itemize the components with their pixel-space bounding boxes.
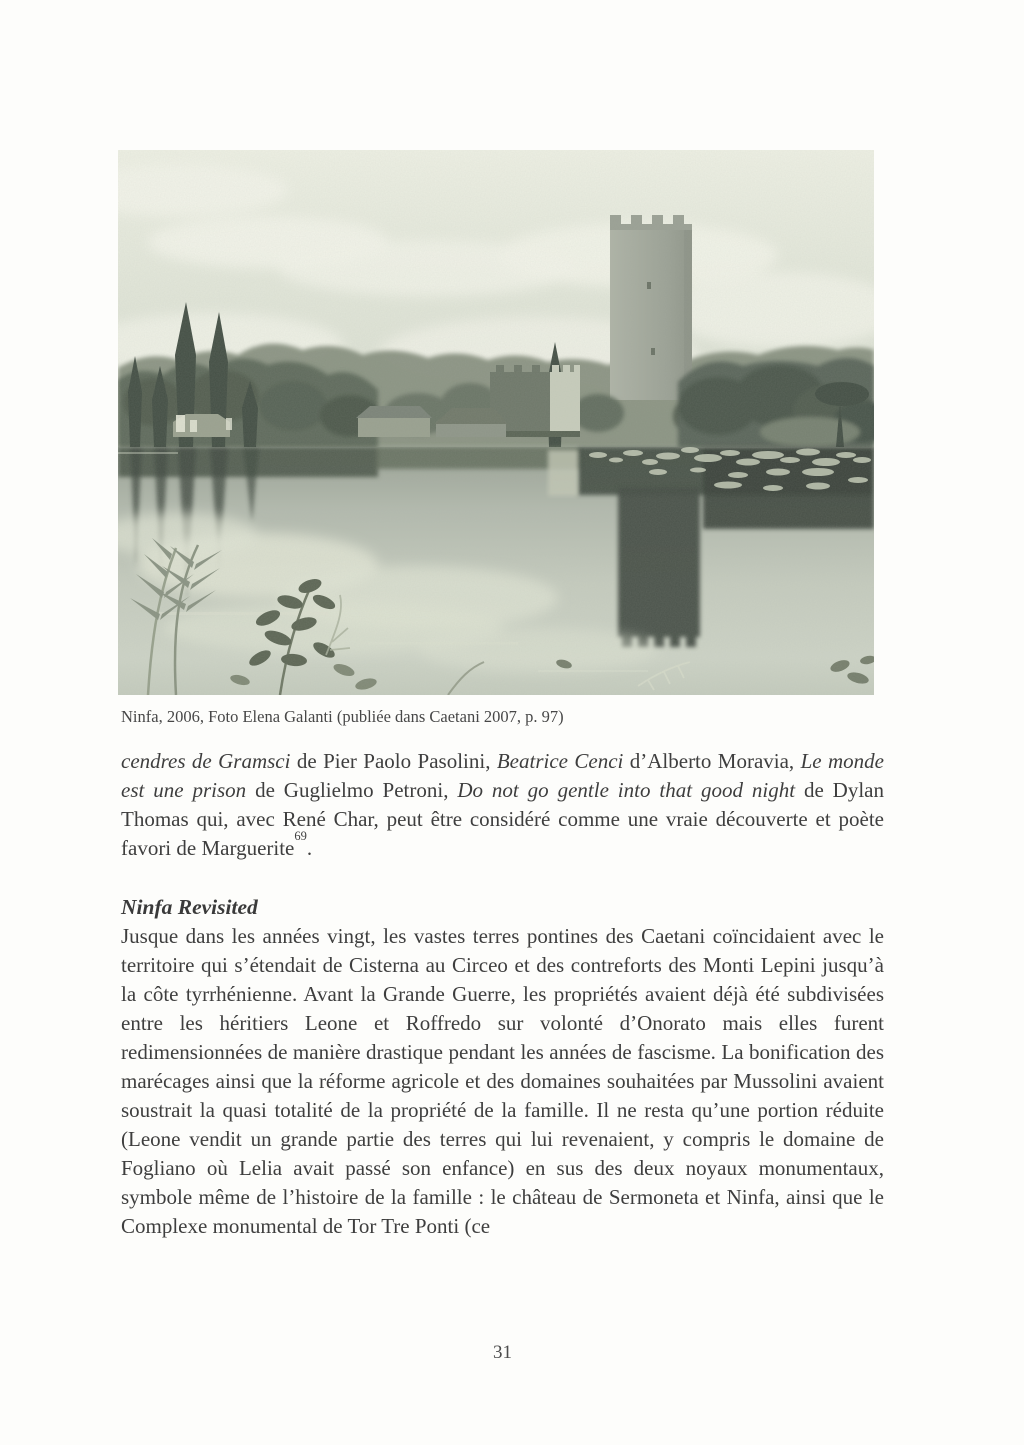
content-column <box>121 150 884 1241</box>
page-number: 31 <box>493 1342 512 1363</box>
ninfa-photograph <box>118 150 874 695</box>
text-run: . <box>306 836 313 860</box>
work-title-italic: Le monde est une prison <box>121 749 884 802</box>
text-run: de Pier Paolo Pasolini, <box>290 749 497 773</box>
footnote-reference: 69 <box>294 829 307 843</box>
section-heading: Ninfa Revisited <box>121 895 258 919</box>
section-paragraph: Jusque dans les années vingt, les vastes terres pontines des Caetani coïncidaient avec le territoire qui s’étendait de Cisterna au Circeo et des contreforts des Monti Lepini jusqu’à la côte tyrrhénienne. Avant la Grande Guerre, les propriétés avaient déjà été subdivisées entre les héritiers Leone et Roffredo sur volonté d’Onorato mais elles furent redimensionnées de manière drastique pendant les années de fascisme. La bonification des marécages ainsi que la réforme agricole et des domaines souhaitées par Mussolini avaient soustrait la quasi totalité de la propriété de la famille. Il ne resta qu’une portion réduite (Leone vendit un grande partie des terres qui lui revenaient, y compris le domaine de Fogliano où Lelia avait passé son enfance) en sus des deux noyaux monumentaux, symbole même de l’histoire de la famille : le château de Sermoneta et Ninfa, ainsi que le Complexe monumental de Tor Tre Ponti (ce <box>121 924 884 1238</box>
text-run: de Dylan Thomas qui, avec René Char, peut être considéré comme une vraie découverte et poète favori de Marguerite <box>121 778 885 860</box>
photo-svg <box>118 150 874 695</box>
work-title-italic: cendres de Gramsci <box>121 749 291 773</box>
photo-grain-overlay <box>118 150 874 695</box>
text-run: de Guglielmo Petroni, <box>246 778 458 802</box>
text-run: d’Alberto Moravia, <box>623 749 801 773</box>
intro-paragraph <box>121 747 884 863</box>
work-title-italic: Do not go gentle into that good night <box>457 778 796 802</box>
work-title-italic: Beatrice Cenci <box>496 749 624 773</box>
figure-caption: Ninfa, 2006, Foto Elena Galanti (publiée dans Caetani 2007, p. 97) <box>121 707 564 726</box>
